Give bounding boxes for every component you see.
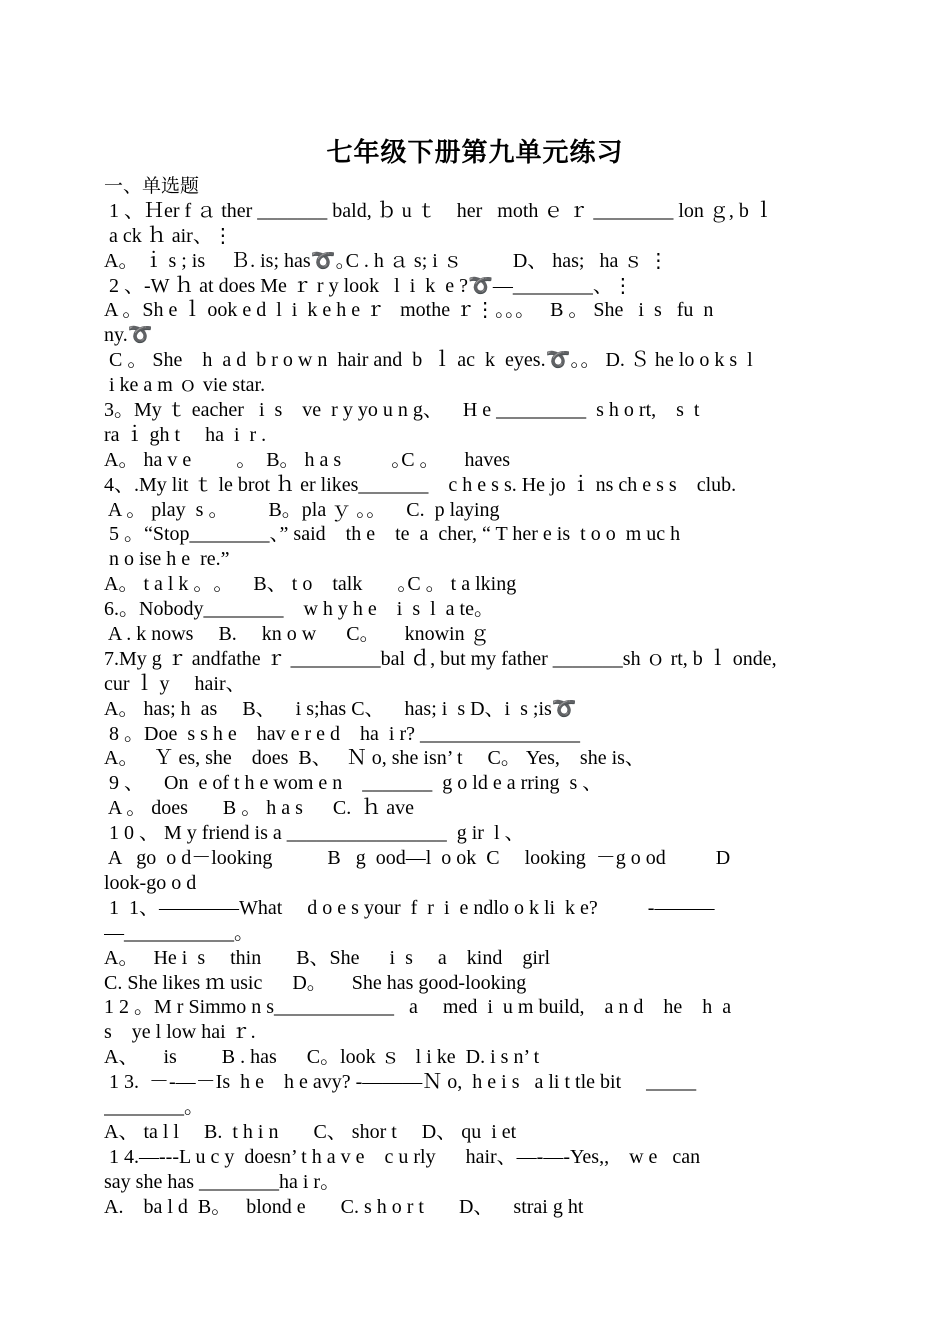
question-line: A、 ta l l B. t h i n C、 shor t D、 qu i et (104, 1120, 517, 1143)
question-line: 1 4.—---L u c y doesn’ t h a v e c u rly hair、—-—-Yes,, w e can (104, 1145, 701, 1168)
question-line: A。 ｉ s ; is Ｂ. is; has➰｡C . h ａ s; i ｓ D、 has; ha ｓ ⋮ (104, 249, 669, 272)
question-line: C 。 She h a d b r o w n hair and b ｌ ac k eyes.➰｡｡ D. Ｓ he lo o k s l (104, 349, 753, 372)
question-line: 1 、Ｈer f ａ ther _______ bald, ｂ u ｔ her moth ｅ ｒ ________ lon ｇ, b ｌ (104, 199, 774, 222)
question-line: 9 、 On e of t h e wom e n _______ g o ld e a rring s 、 (104, 772, 603, 795)
question-line: 2 、-W ｈ at does Me ｒ r y look l i k e ?➰—________、⋮ (104, 274, 633, 297)
question-line: cur ｌ y hair、 (104, 672, 246, 695)
question-line: A。 ha v e ｡ B。 h a s ｡C 。 haves (104, 448, 511, 471)
question-line: A。 has; h as B、 i s;has C、 has; i s D、i s ;is➰ (104, 697, 577, 720)
question-line: A . k nows B. kn o w C。 knowin ｇ (104, 623, 490, 646)
question-line: 1 0 、 M y friend is a ________________ g ir l 、 (104, 822, 525, 845)
question-line: n o ise h e re.” (104, 548, 230, 571)
question-line: 4、.My lit ｔ le brot ｈ er likes_______ c h e s s. He jo ｉ ns ch e s s club. (104, 473, 737, 496)
question-line: 5 。“Stop________、” said th e te a cher, “ T her e is t o o m uc h (104, 523, 681, 546)
question-line: A。 t a l k ｡ ｡ B、 t o talk ｡C 。 t a lking (104, 573, 517, 596)
question-line: s ye l low hai ｒ. (104, 1021, 256, 1044)
question-line: A go o d－looking B g ood—l o ok C looking －g o od D (104, 847, 731, 870)
question-line: A. ba l d B。 blond e C. s h o r t D、 strai g ht (104, 1195, 584, 1218)
question-line: A 。Sh e ｌ ook e d l i k e h e ｒ mothe ｒ⋮｡｡｡ B 。 She i s fu n (104, 299, 714, 322)
question-line: A、 is B . has C。look ｓ l i ke D. i s n’ t (104, 1046, 540, 1069)
question-line: —___________。 (104, 921, 254, 944)
question-line: a ck ｈ air、⋮ (104, 224, 233, 247)
question-line: 1 3. －-—－Is h e h e avy? -———Ｎ o, h e i s a li t tle bit _____ (104, 1071, 697, 1094)
question-line: 1 2 。M r Simmo n s____________ a med i u m build, a n d he h a (104, 996, 732, 1019)
question-line: 3。My ｔ eacher i s ve r y yo u n g、 H e _________ s h o rt, s t (104, 399, 700, 422)
question-line: look-go o d (104, 871, 197, 894)
question-line: A。 He i s thin B、She i s a kind girl (104, 946, 551, 969)
question-line: 7.My g ｒ andfathe ｒ _________bal ｄ, but my father _______sh ｏ rt, b ｌ onde, (104, 647, 777, 670)
question-line: i ke a m ｏ vie star. (104, 374, 266, 397)
question-line: A 。 play s ｡ B。pla ｙ ｡｡ C. p laying (104, 498, 500, 521)
section-heading: 一、单选题 (104, 175, 200, 197)
question-line: C. She likes ｍ usic D。 She has good-looking (104, 971, 527, 994)
question-line: A 。 does B 。 h a s C. ｈ ave (104, 797, 414, 820)
question-line: 8 。Doe s s h e hav e r e d ha i r? ________________ (104, 722, 581, 745)
page-title: 七年级下册第九单元练习 (326, 138, 624, 168)
question-body (104, 174, 856, 1219)
question-line: ________。 (104, 1095, 204, 1118)
question-line: 6.。Nobody________ w h y h e i s l a te。 (104, 598, 494, 621)
question-line: A。 Ｙ es, she does B、 Ｎ o, she isn’ t C。 Yes, she is、 (104, 747, 645, 770)
question-line: 1 1、————What d o e s your f r i e ndlo o k li k e? -——— (104, 896, 715, 919)
question-line: say she has ________ha i r。 (104, 1170, 341, 1193)
question-line: ny.➰ (104, 324, 153, 347)
question-line: ra ｉ gh t ha i r . (104, 423, 267, 446)
